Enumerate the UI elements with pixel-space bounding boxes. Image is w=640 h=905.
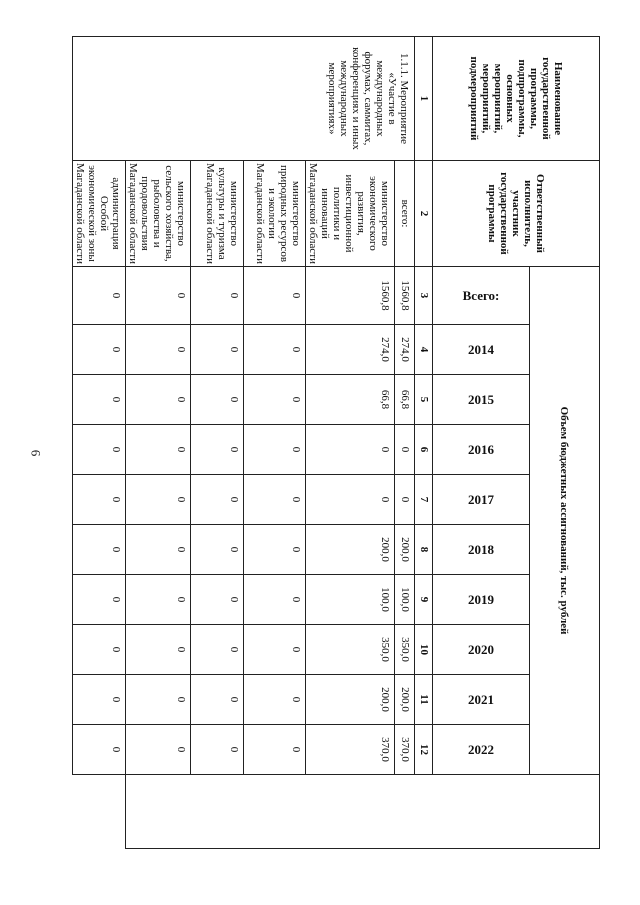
column-number: 6 bbox=[415, 425, 433, 475]
value-cell: 274,0 bbox=[395, 325, 415, 375]
page-number: 6 bbox=[28, 449, 44, 457]
budget-header: Объем бюджетных ассигнований, тыс. рублей bbox=[529, 267, 599, 775]
value-cell: 200,0 bbox=[305, 525, 394, 575]
executor-cell: министерство сельского хозяйства, рыболовства и продовольствия Магаданской области bbox=[126, 161, 191, 267]
year-header-2017: 2017 bbox=[433, 475, 529, 525]
value-cell: 0 bbox=[191, 425, 243, 475]
value-cell: 0 bbox=[191, 575, 243, 625]
value-cell: 350,0 bbox=[305, 625, 394, 675]
column-number: 3 bbox=[415, 267, 433, 325]
value-cell: 274,0 bbox=[305, 325, 394, 375]
year-header-total: Всего: bbox=[433, 267, 529, 325]
year-header-2022: 2022 bbox=[433, 725, 529, 775]
value-cell: 0 bbox=[73, 475, 126, 525]
value-cell: 0 bbox=[243, 575, 305, 625]
value-cell: 1560,8 bbox=[305, 267, 394, 325]
year-header-2018: 2018 bbox=[433, 525, 529, 575]
value-cell: 0 bbox=[73, 625, 126, 675]
value-cell: 0 bbox=[395, 425, 415, 475]
value-cell: 0 bbox=[126, 625, 191, 675]
header-row-1 bbox=[529, 37, 599, 849]
year-header-2019: 2019 bbox=[433, 575, 529, 625]
value-cell: 0 bbox=[73, 267, 126, 325]
value-cell: 100,0 bbox=[305, 575, 394, 625]
value-cell: 0 bbox=[73, 375, 126, 425]
executor-cell: администрация Особой экономической зоны Магаданской области bbox=[73, 161, 126, 267]
executor-cell: министерство экономического развития, инвестиционной политики и инноваций Магаданской области bbox=[305, 161, 394, 267]
value-cell: 66,8 bbox=[305, 375, 394, 425]
column-number: 12 bbox=[415, 725, 433, 775]
value-cell: 1560,8 bbox=[395, 267, 415, 325]
value-cell: 0 bbox=[243, 425, 305, 475]
value-cell: 370,0 bbox=[395, 725, 415, 775]
executor-cell: министерство природных ресурсов и экологии Магаданской области bbox=[243, 161, 305, 267]
value-cell: 370,0 bbox=[305, 725, 394, 775]
value-cell: 100,0 bbox=[395, 575, 415, 625]
value-cell: 0 bbox=[191, 725, 243, 775]
column-number: 4 bbox=[415, 325, 433, 375]
value-cell: 0 bbox=[73, 725, 126, 775]
year-header-2015: 2015 bbox=[433, 375, 529, 425]
column-number: 7 bbox=[415, 475, 433, 525]
column-number: 5 bbox=[415, 375, 433, 425]
value-cell: 200,0 bbox=[395, 675, 415, 725]
column-number: 2 bbox=[415, 161, 433, 267]
value-cell: 0 bbox=[395, 475, 415, 525]
column-number: 9 bbox=[415, 575, 433, 625]
col-header-name: Наименование государственной программы, подпрограммы, основных мероприятий, мероприятий, подмероприятий bbox=[433, 37, 600, 161]
value-cell: 0 bbox=[126, 575, 191, 625]
blank-margin-column bbox=[126, 775, 600, 849]
executor-cell: всего: bbox=[395, 161, 415, 267]
value-cell: 0 bbox=[126, 267, 191, 325]
column-number: 8 bbox=[415, 525, 433, 575]
rotated-page bbox=[72, 36, 600, 848]
value-cell: 0 bbox=[191, 675, 243, 725]
column-number: 1 bbox=[415, 37, 433, 161]
value-cell: 0 bbox=[305, 425, 394, 475]
value-cell: 0 bbox=[73, 425, 126, 475]
value-cell: 0 bbox=[243, 267, 305, 325]
table-row bbox=[395, 37, 415, 849]
column-number: 10 bbox=[415, 625, 433, 675]
column-number: 11 bbox=[415, 675, 433, 725]
year-header-2014: 2014 bbox=[433, 325, 529, 375]
measure-name-cell: 1.1.1. Мероприятие «Участие в международных форумах, саммитах, конференциях и иных международных мероприятиях» bbox=[73, 37, 415, 161]
value-cell: 0 bbox=[243, 475, 305, 525]
value-cell: 0 bbox=[243, 375, 305, 425]
year-header-2021: 2021 bbox=[433, 675, 529, 725]
value-cell: 0 bbox=[243, 325, 305, 375]
value-cell: 200,0 bbox=[395, 525, 415, 575]
value-cell: 0 bbox=[126, 325, 191, 375]
executor-cell: министерство культуры и туризма Магаданской области bbox=[191, 161, 243, 267]
year-header-2016: 2016 bbox=[433, 425, 529, 475]
value-cell: 0 bbox=[73, 575, 126, 625]
value-cell: 0 bbox=[73, 525, 126, 575]
value-cell: 0 bbox=[191, 475, 243, 525]
value-cell: 0 bbox=[73, 675, 126, 725]
value-cell: 0 bbox=[126, 425, 191, 475]
value-cell: 0 bbox=[243, 725, 305, 775]
value-cell: 0 bbox=[191, 375, 243, 425]
value-cell: 66,8 bbox=[395, 375, 415, 425]
value-cell: 0 bbox=[191, 325, 243, 375]
value-cell: 0 bbox=[191, 625, 243, 675]
value-cell: 0 bbox=[243, 525, 305, 575]
value-cell: 0 bbox=[243, 675, 305, 725]
value-cell: 0 bbox=[126, 475, 191, 525]
value-cell: 200,0 bbox=[305, 675, 394, 725]
value-cell: 350,0 bbox=[395, 625, 415, 675]
column-number-row bbox=[415, 37, 433, 849]
value-cell: 0 bbox=[126, 375, 191, 425]
budget-table bbox=[72, 36, 600, 849]
value-cell: 0 bbox=[305, 475, 394, 525]
value-cell: 0 bbox=[126, 725, 191, 775]
value-cell: 0 bbox=[243, 625, 305, 675]
year-header-2020: 2020 bbox=[433, 625, 529, 675]
col-header-executor: Ответственный исполнитель, участник государственной программы bbox=[433, 161, 600, 267]
value-cell: 0 bbox=[126, 525, 191, 575]
value-cell: 0 bbox=[73, 325, 126, 375]
value-cell: 0 bbox=[126, 675, 191, 725]
value-cell: 0 bbox=[191, 267, 243, 325]
value-cell: 0 bbox=[191, 525, 243, 575]
